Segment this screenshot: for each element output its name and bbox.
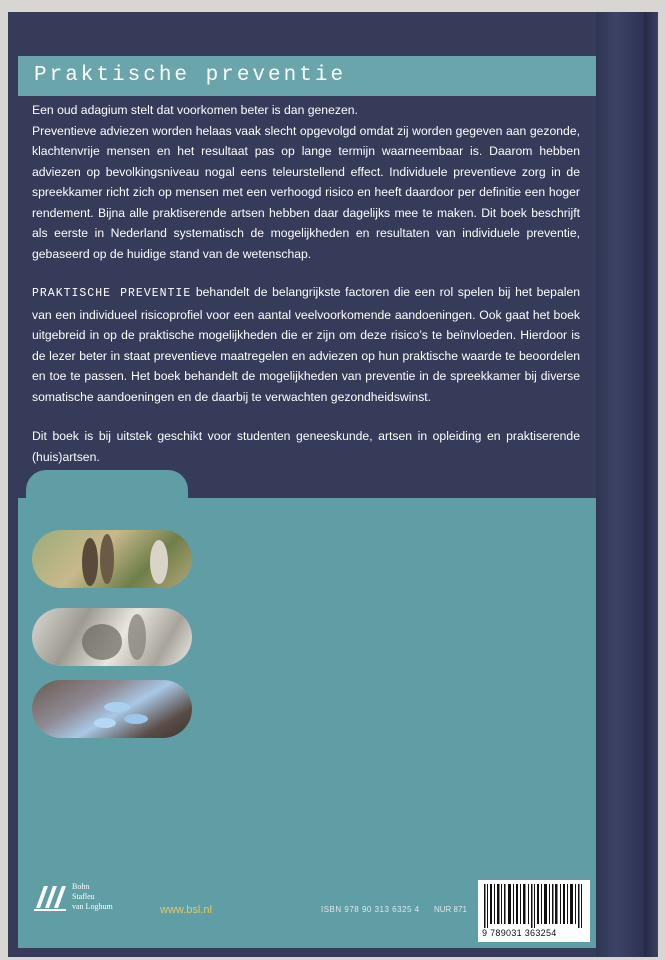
isbn-number: ISBN 978 90 313 6325 4: [321, 905, 420, 914]
title-bar: [18, 56, 596, 96]
content-body: behandelt de belangrijkste factoren die een rol spelen bij het bepalen van een individueel risicoprofiel voor een aantal veelvoorkomende aandoeningen. Ook gaat het boek uitgebreid in op de praktische mogelijkheden die er zijn om deze risico’s te beïnvloeden. Hierdoor is de lezer beter in staat preventieve maatregelen en adviezen op hun praktische waarde te beoordelen en toe te passen. Het boek behandelt de mogelijkheden van preventie in de spreekkamer bij diverse somatische aandoeningen en de daarbij te verwachten gezondheidswinst.: [32, 285, 580, 404]
medical-instrument-photo: [32, 608, 192, 666]
audience-body: Dit boek is bij uitstek geschikt voor studenten geneeskunde, artsen in opleiding en praktiserende (huis)artsen.: [32, 429, 580, 464]
nur-code: NUR 871: [434, 905, 467, 914]
barcode: [478, 880, 590, 942]
publisher-block: [34, 882, 113, 912]
audience-paragraph: [32, 426, 580, 467]
walkers-photo: [32, 530, 192, 588]
barcode-digits: 9 789031 363254: [482, 928, 557, 938]
inline-title: PRAKTISCHE PREVENTIE: [32, 287, 192, 300]
intro-paragraph: [32, 100, 580, 264]
publisher-name: Bohn Stafleu van Loghum: [72, 882, 113, 911]
book-back-cover: [8, 12, 658, 957]
publisher-logo-icon: [34, 882, 66, 912]
content-paragraph: [32, 282, 580, 407]
cover-title: Praktische preventie: [34, 64, 347, 87]
adagium-line: Een oud adagium stelt dat voorkomen beter is dan genezen.: [32, 103, 358, 117]
barcode-bars: [484, 884, 584, 928]
pills-photo: [32, 680, 192, 738]
book-spine: [596, 12, 646, 957]
intro-body: Preventieve adviezen worden helaas vaak slecht opgevolgd omdat zij worden gegeven aan gezonde, klachtenvrije mensen en het resultaat pas op lange termijn waarneembaar is. Daarom hebben adviezen op bevolkingsniveau nogal eens teleurstellend effect. Individuele preventieve zorg in de spreekkamer richt zich op mensen met een verhoogd risico en heeft daardoor per definitie een hoger rendement. Bijna alle praktiserende artsen hebben daar dagelijks mee te maken. Dit boek beschrijft als eerste in Nederland systematisch de mogelijkheden en resultaten van individuele preventie, gebaseerd op de huidige stand van de wetenschap.: [32, 123, 580, 261]
book-spine-edge: [644, 12, 658, 957]
publisher-website: www.bsl.nl: [160, 904, 212, 916]
